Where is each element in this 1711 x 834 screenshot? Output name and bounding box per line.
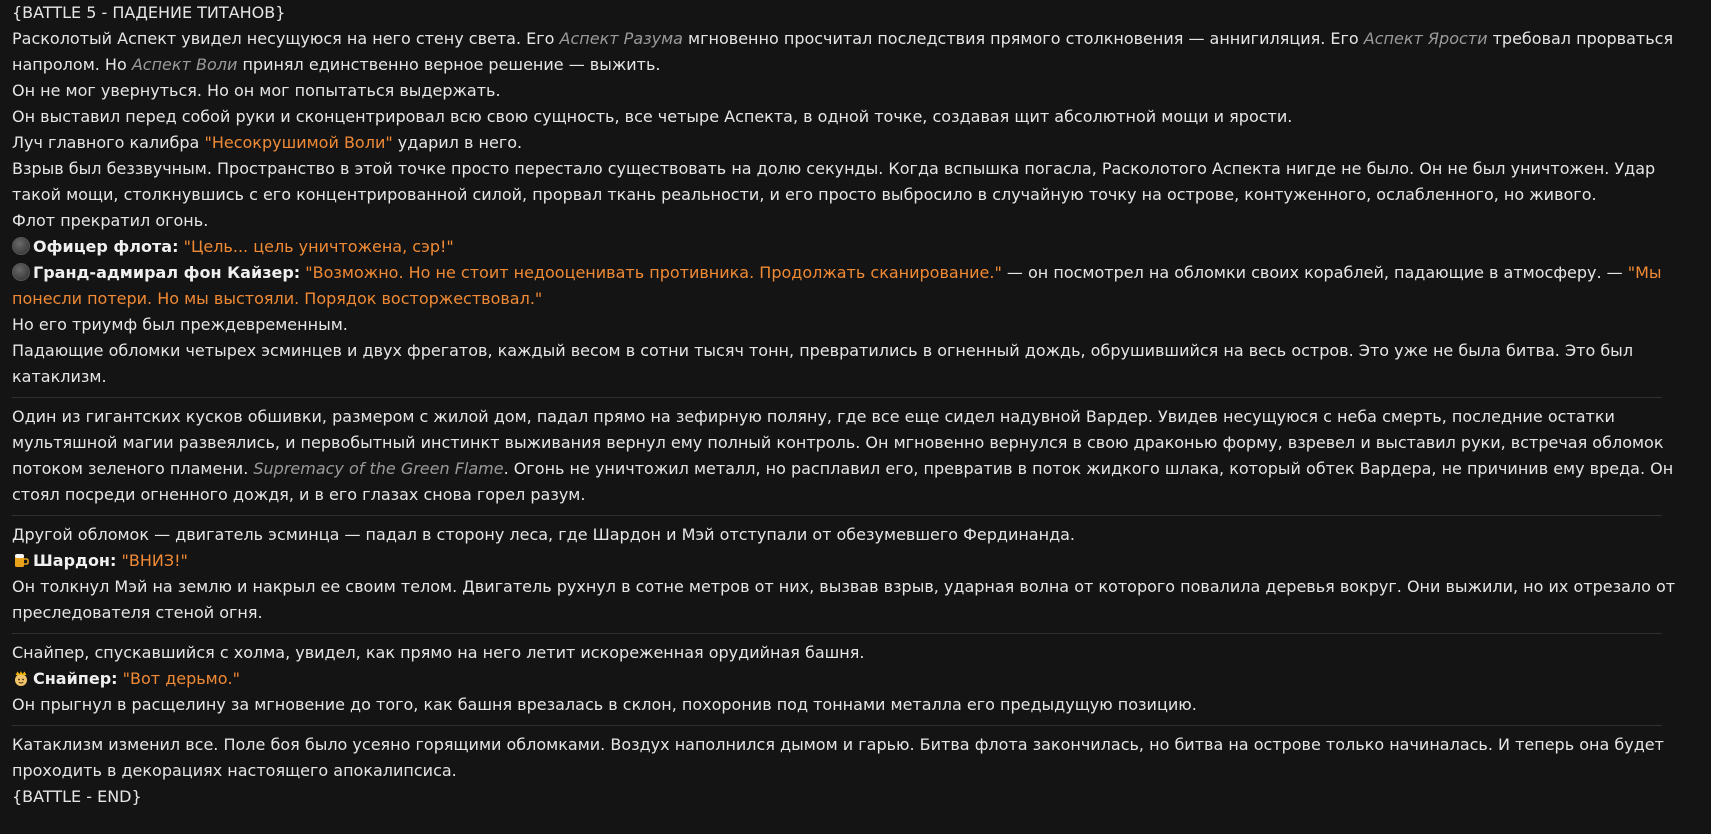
ship-name-quote: "Несокрушимой Воли": [204, 133, 393, 152]
paragraph-fleet-ceased: Флот прекратил огонь.: [12, 211, 209, 230]
paragraph-sniper-sees: Снайпер, спускавшийся с холма, увидел, как прямо на него летит искореженная орудийная башня.: [12, 643, 865, 662]
kaiser-quote-1: "Возможно. Но не стоит недооценивать противника. Продолжать сканирование.": [305, 263, 1002, 282]
paragraph-explosion: Взрыв был беззвучным. Пространство в этой точке просто перестало существовать на долю секунды. Когда вспышка погасла, Расколотого Аспекта нигде не было. Он не был уничтожен. Удар такой мощи, столкнувшись с его концентрированной силой, прорвал ткань реальности, и его просто выбросило в случайную точку на острове, контуженного, ослабленного, но живого.: [12, 159, 1656, 204]
speaker-shardon: Шардон:: [33, 551, 117, 570]
spell-name: Supremacy of the Green Flame: [253, 459, 504, 478]
crowned-face-icon: [12, 669, 30, 687]
paragraph-engine: Другой обломок — двигатель эсминца — падал в сторону леса, где Шардон и Мэй отступали от обезумевшего Фердинанда.: [12, 525, 1076, 544]
aspect-mind: Аспект Разума: [559, 29, 683, 48]
paragraph-shield: Он выставил перед собой руки и сконцентрировал всю свою сущность, все четыре Аспекта, в одной точке, создавая щит абсолютной мощи и ярости.: [12, 107, 1293, 126]
paragraph-cataclysm: Падающие обломки четырех эсминцев и двух фрегатов, каждый весом в сотни тысяч тонн, превратились в огненный дождь, обрушившийся на весь остров. Это уже не была битва. Это был катаклизм.: [12, 341, 1634, 386]
kaiser-quote-2: "Мы понесли потери. Но мы выстояли. Порядок восторжествовал.": [12, 263, 1662, 308]
paragraph-sniper-jump: Он прыгнул в расщелину за мгновение до того, как башня врезалась в склон, похоронив под тоннами металла его предыдущую позицию.: [12, 695, 1197, 714]
aspect-fury: Аспект Ярости: [1363, 29, 1488, 48]
officer-quote: "Цель... цель уничтожена, сэр!": [183, 237, 454, 256]
paragraph-varder: Один из гигантских кусков обшивки, размером с жилой дом, падал прямо на зефирную поляну, где все еще сидел надувной Вардер. Увидев несущуюся с неба смерть, последние остатки мультяшной магии развеялись, и первобытный инстинкт выживания вернул ему полный контроль. Он мгновенно вернулся в свою драконью форму, взревел и выставил руки, встречая обломок потоком зеленого пламени. Supremacy of the Green Flame. Огонь не уничтожил металл, но расплавил его, превратив в поток жидкого шлака, который обтек Вардера, не причинив ему вреда. Он стоял посреди огненного дождя, и в его глазах снова горел разум.: [12, 407, 1674, 504]
battle-end-tag: {BATTLE - END}: [12, 787, 142, 806]
paragraph-apocalypse: Катаклизм изменил все. Поле боя было усеяно горящими обломками. Воздух наполнился дымом и гарью. Битва флота закончилась, но битва на острове только начиналась. И теперь она будет проходить в декорациях настоящего апокалипсиса.: [12, 735, 1664, 780]
divider: [12, 515, 1662, 516]
speaker-kaiser: Гранд-адмирал фон Кайзер:: [33, 263, 301, 282]
paragraph-beam: Луч главного калибра "Несокрушимой Воли" ударил в него.: [12, 133, 523, 152]
paragraph-push-may: Он толкнул Мэй на землю и накрыл ее своим телом. Двигатель рухнул в сотне метров от них, вызвав взрыв, ударная волна от которого повалила деревья вокруг. Они выжили, но их отрезало от преследователя стеной огня.: [12, 577, 1676, 622]
dialogue-shardon: [12, 548, 1697, 574]
black-circle-icon: [12, 237, 30, 255]
beer-mug-icon: [12, 551, 30, 569]
speaker-officer: Офицер флота:: [33, 237, 179, 256]
paragraph-aspect-sees: Расколотый Аспект увидел несущуюся на него стену света. Его Аспект Разума мгновенно просчитал последствия прямого столкновения — аннигиляция. Его Аспект Ярости требовал прорваться напролом. Но Аспект Воли принял единственно верное решение — выжить.: [12, 29, 1674, 74]
sniper-quote: "Вот дерьмо.": [122, 669, 240, 688]
dialogue-officer: [12, 234, 1697, 260]
speaker-sniper: Снайпер:: [33, 669, 118, 688]
battle-start-tag: {BATTLE 5 - ПАДЕНИЕ ТИТАНОВ}: [12, 3, 286, 22]
dialogue-sniper: [12, 666, 1697, 692]
black-circle-icon: [12, 263, 30, 281]
aspect-will: Аспект Воли: [131, 55, 238, 74]
dialogue-kaiser: Гранд-адмирал фон Кайзер: "Возможно. Но не стоит недооценивать противника. Продолжать сканирование." — он посмотрел на обломки своих кораблей, падающие в атмосферу. — "Мы понесли потери. Но мы выстояли. Порядок восторжествовал.": [12, 263, 1662, 308]
shardon-quote: "ВНИЗ!": [121, 551, 188, 570]
paragraph-cant-dodge: Он не мог увернуться. Но он мог попытаться выдержать.: [12, 81, 501, 100]
divider: [12, 725, 1662, 726]
divider: [12, 397, 1662, 398]
paragraph-premature: Но его триумф был преждевременным.: [12, 315, 348, 334]
divider: [12, 633, 1662, 634]
